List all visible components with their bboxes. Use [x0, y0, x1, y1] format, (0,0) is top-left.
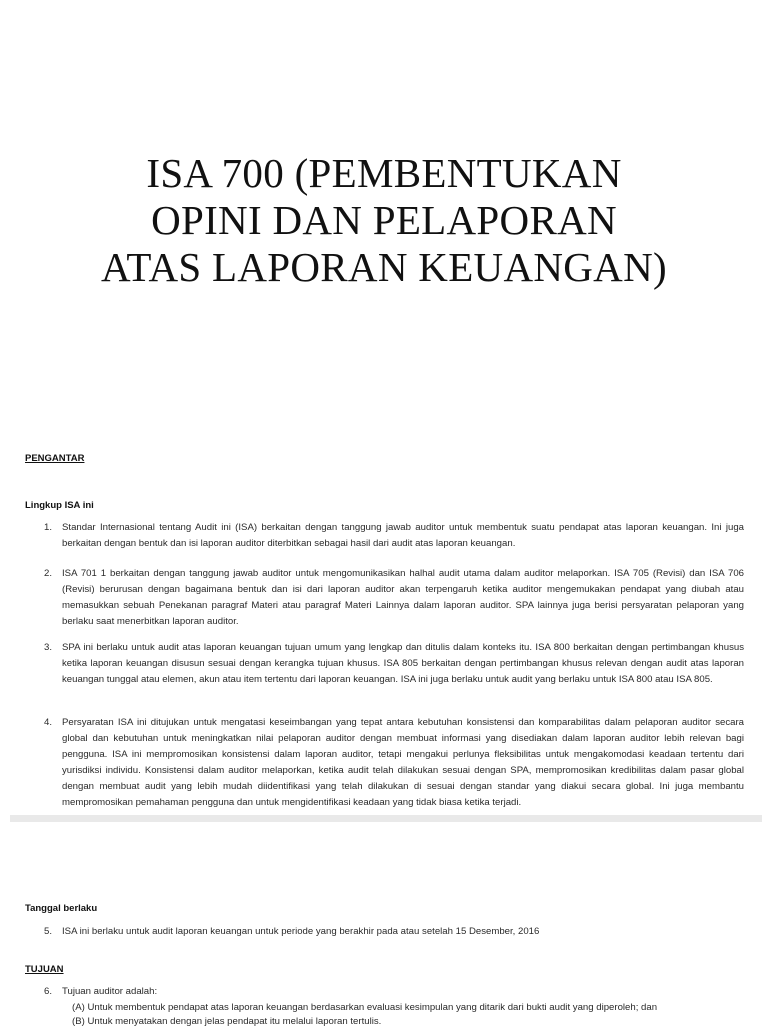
- paragraph-text: ISA ini berlaku untuk audit laporan keuangan untuk periode yang berakhir pada atau setelah 15 Desember, 2016: [62, 926, 540, 937]
- paragraph-number: 3.: [44, 642, 53, 653]
- title-line-3: ATAS LAPORAN KEUANGAN): [101, 244, 667, 290]
- paragraph-2: [44, 566, 744, 630]
- paragraph-number: 1.: [44, 522, 53, 533]
- paragraph-number: 6.: [44, 986, 53, 997]
- paragraph-4: [44, 715, 744, 811]
- title-line-2: OPINI DAN PELAPORAN: [151, 197, 617, 243]
- paragraph-5: [44, 924, 744, 940]
- paragraph-text: Tujuan auditor adalah:: [62, 986, 158, 997]
- paragraph-1: [44, 520, 744, 552]
- sub-item-b: (B) Untuk menyatakan dengan jelas pendapat itu melalui laporan tertulis.: [72, 1016, 382, 1027]
- paragraph-text: Persyaratan ISA ini ditujukan untuk mengatasi keseimbangan yang tepat antara kebutuhan konsistensi dan komparabilitas dalam pelaporan auditor secara global dan kebutuhan untuk meningkatkan nilai pelaporan auditor dengan membuat informasi yang disediakan dalam laporan auditor lebih relevan bagi pengguna. ISA ini mempromosikan konsistensi dalam laporan auditor, tetapi mengakui perlunya fleksibilitas untuk mengakomodasi keadaan tertentu dari yurisdiksi individu. Konsistensi dalam auditor melaporkan, ketika audit telah dilakukan sesuai dengan SPA, mempromosikan kredibilitas dalam pasar global dengan membuat audit yang lebih mudah diidentifikasi yang telah dilakukan di sesuai dengan standar yang diakui secara global. Ini juga membantu mempromosikan pemahaman pengguna dan untuk mengidentifikasi keadaan yang tidak biasa ketika terjadi.: [62, 717, 744, 808]
- section-heading-tujuan: TUJUAN: [25, 964, 64, 975]
- paragraph-6: [44, 984, 744, 1000]
- page-divider: [10, 815, 762, 822]
- paragraph-3: [44, 640, 744, 688]
- sub-item-a: (A) Untuk membentuk pendapat atas laporan keuangan berdasarkan evaluasi kesimpulan yang ditarik dari bukti audit yang diperoleh; dan: [72, 1002, 658, 1013]
- section-heading-pengantar: PENGANTAR: [25, 453, 85, 464]
- subheading-tanggal: Tanggal berlaku: [25, 903, 98, 914]
- paragraph-text: Standar Internasional tentang Audit ini (ISA) berkaitan dengan tanggung jawab auditor untuk membentuk suatu pendapat atas laporan keuangan. Ini juga berkaitan dengan bentuk dan isi laporan auditor diterbitkan sebagai hasil dari audit atas laporan keuangan.: [62, 522, 744, 549]
- paragraph-number: 4.: [44, 717, 53, 728]
- title-line-1: ISA 700 (PEMBENTUKAN: [146, 150, 622, 196]
- paragraph-number: 2.: [44, 568, 53, 579]
- paragraph-text: SPA ini berlaku untuk audit atas laporan keuangan tujuan umum yang lengkap dan ditulis dalam konteks itu. ISA 800 berkaitan dengan pertimbangan khusus ketika laporan keuangan disusun sesuai dengan kerangka tujuan khusus. ISA 805 berkaitan dengan pertimbangan khusus relevan dengan audit atas laporan keuangan tunggal atau elemen, akun atau item tertentu dari laporan keuangan. ISA ini juga berlaku untuk audit yang berlaku untuk ISA 800 atau ISA 805.: [62, 642, 744, 685]
- paragraph-text: ISA 701 1 berkaitan dengan tanggung jawab auditor untuk mengomunikasikan halhal audit utama dalam auditor melaporkan. ISA 705 (Revisi) dan ISA 706 (Revisi) berurusan dengan bagaimana bentuk dan isi dari laporan auditor akan terpengaruh ketika auditor mengemukakan pendapat yang diubah atau memasukkan sebuah Penekanan paragraf Materi atau paragraf Materi Lainnya dalam laporan auditor. SPA lainnya juga berisi persyaratan pelaporan yang berlaku saat menerbitkan laporan auditor.: [62, 568, 744, 627]
- paragraph-number: 5.: [44, 926, 53, 937]
- document-title: [0, 150, 768, 291]
- subheading-lingkup: Lingkup ISA ini: [25, 500, 94, 511]
